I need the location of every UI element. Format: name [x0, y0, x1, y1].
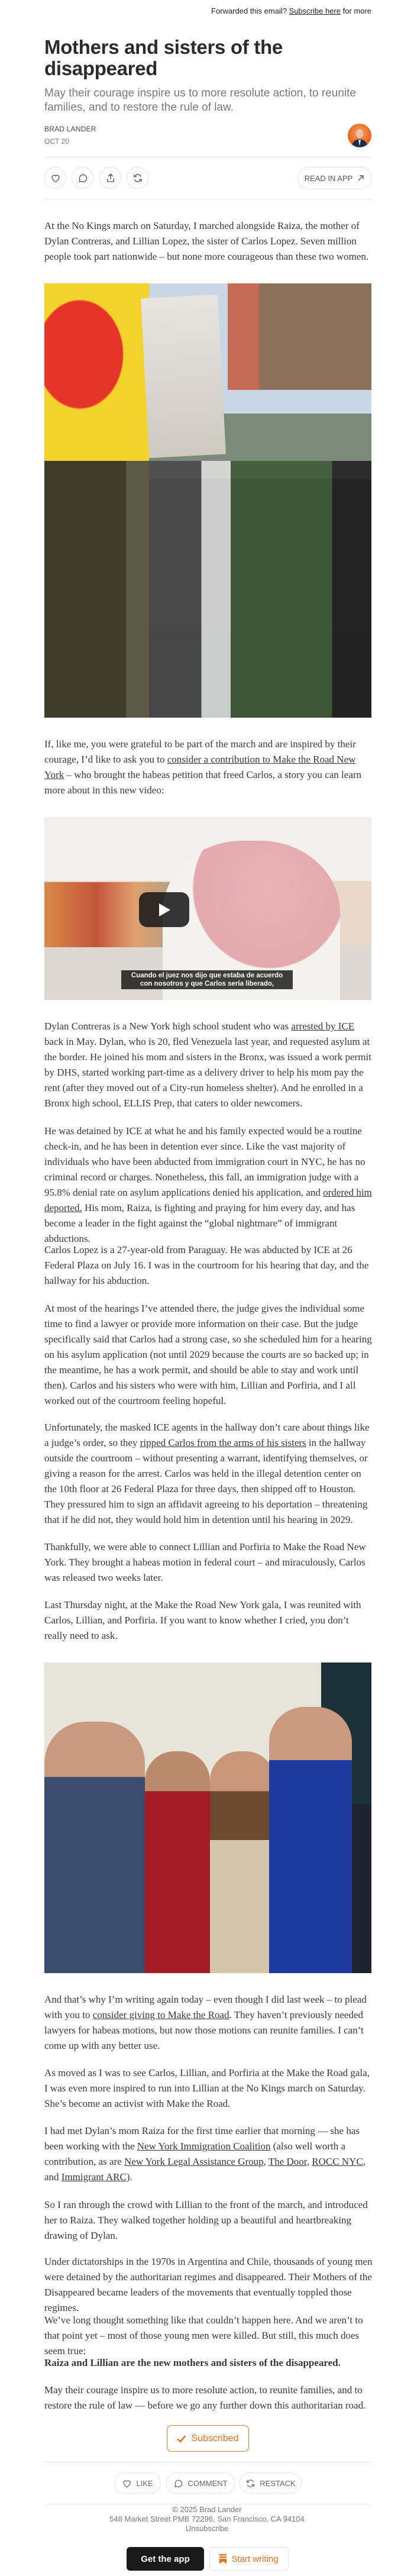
paragraph-text: (also well worth a contribution, as are: [44, 2141, 345, 2167]
start-writing-label: Start writing: [231, 2554, 279, 2564]
paragraph-text: I had met Dylan’s mom Raiza for the first time earlier that morning — she has been working with the: [44, 2125, 360, 2152]
article-link[interactable]: The Door: [268, 2156, 307, 2167]
video-caption-line-2: con nosotros y que Carlos sería liberado,: [140, 980, 274, 987]
paragraph-text: At most of the hearings I’ve attended there, the judge gives the individual some time to find a lawyer or provide more information on their case. But the judge specifically said that Carlos had a strong case, so she scheduled him for a hearing on his asylum application (not until 2029 because the courts are so backed up; in the meantime, he has a work permit, and should be able to stay and work until then). Carlos and his sisters who were with him, Lillian and Porfiria, and I all worked out of the courtroom feeling hopeful.: [44, 1303, 372, 1406]
article-paragraph: [44, 737, 373, 798]
article-link[interactable]: New York Immigration Coalition: [137, 2141, 271, 2152]
paragraph-text: in the hallway outside the courtroom – without presenting a warrant, identifying themselves, or giving a reason for the arrest. Carlos was held in the illegal detention center on the 10th floor at 26 Federal Plaza for three days, then shipped off to Houston. They pressured him to sign an affidavit agreeing to his deportation – threatening that if he did not, they would hold him in detention until his hearing in 2029.: [44, 1437, 368, 1525]
address-text: 548 Market Street PMB 72296, San Francisco, CA 94104: [109, 2514, 305, 2523]
forwarded-notice: [211, 7, 371, 15]
paragraph-text: Unfortunately, the masked ICE agents in the hallway don’t care about things like a judge’s order, so they: [44, 1422, 370, 1448]
article-paragraph: [44, 1420, 373, 1528]
paragraph-text: ,: [263, 2156, 269, 2167]
start-writing-button[interactable]: [209, 2547, 289, 2571]
article-paragraph: [44, 2123, 373, 2185]
gala-reunion-photo[interactable]: [44, 1663, 371, 1973]
article-paragraph: [44, 2383, 373, 2413]
video-caption-line-1: Cuando el juez nos dijo que estaba de acuerdo: [131, 972, 283, 979]
footer-restack-button[interactable]: [240, 2472, 302, 2494]
post-title: Mothers and sisters of the disappeared: [44, 36, 283, 79]
paragraph-text: Under dictatorships in the 1970s in Argentina and Chile, thousands of young men were detained by the authoritarian regimes and disappeared. Their Mothers of the Disappeared became leaders of the movements that eventually toppled those regimes.: [44, 2256, 373, 2313]
author-avatar[interactable]: [348, 124, 371, 147]
subscribed-label: Subscribed: [191, 2433, 239, 2443]
photo-buildings: [228, 283, 371, 390]
article-paragraph: [44, 1124, 373, 1247]
comment-icon: [77, 173, 88, 183]
read-in-app-label: READ IN APP: [304, 173, 353, 183]
article-link[interactable]: ordered him deported.: [44, 1187, 372, 1213]
restack-button[interactable]: [127, 167, 148, 189]
paragraph-text: And that’s why I’m writing again today – even though I did last week – to plead with you to: [44, 1994, 367, 2020]
article-link[interactable]: ROCC NYC: [312, 2156, 363, 2167]
restack-icon: [245, 2478, 255, 2488]
checkmark-icon: [177, 2435, 186, 2443]
share-icon: [105, 173, 116, 183]
forwarded-suffix: for more: [340, 7, 371, 15]
comment-icon: [173, 2478, 183, 2488]
comment-label: COMMENT: [187, 2478, 228, 2488]
article-paragraph: [44, 2355, 373, 2371]
copyright-text: © 2025 Brad Lander: [172, 2505, 242, 2514]
forwarded-prefix: Forwarded this email?: [211, 7, 289, 15]
paragraph-text: – who brought the habeas petition that freed Carlos, a story you can learn more about in this new video:: [44, 769, 362, 796]
free-dylan-sign: [141, 295, 226, 458]
play-button[interactable]: [139, 892, 189, 927]
article-paragraph: [44, 2313, 373, 2359]
protest-march-photo[interactable]: [44, 283, 371, 718]
article-paragraph: [44, 2254, 373, 2316]
article-paragraph: [44, 2065, 373, 2112]
post-subtitle: May their courage inspire us to more resolute action, to reunite families, and to restore the rule of law.: [44, 87, 356, 114]
paragraph-text: We’ve long thought something like that couldn’t happen here. And we aren’t to that point yet – most of those young men were killed. But still, this much does seem true:: [44, 2314, 363, 2357]
photo-crowd: [44, 461, 371, 718]
paragraph-text: ).: [126, 2171, 132, 2183]
paragraph-text: Last Thursday night, at the Make the Road New York gala, I was reunited with Carlos, Lillian, and Porfiria. If you want to know whether I cried, you don’t really need to ask.: [44, 1599, 361, 1641]
paragraph-text: As moved as I was to see Carlos, Lillian, and Porfiria at the Make the Road gala, I was even more inspired to run into Lillian at the No Kings march on Saturday. She’s become an activist with Make the Road.: [44, 2067, 370, 2109]
article-paragraph: [44, 1539, 373, 1586]
article-paragraph: [44, 218, 373, 264]
video-caption: [121, 970, 293, 989]
footer-comment-button[interactable]: [166, 2472, 235, 2494]
paragraph-text: Raiza and Lillian are the new mothers and sisters of the disappeared.: [44, 2357, 341, 2368]
paragraph-text: Thankfully, we were able to connect Lillian and Porfiria to Make the Road New York. They brought a habeas motion in federal court – and miraculously, Carlos was released two weeks later.: [44, 1541, 366, 1583]
article-link[interactable]: arrested by ICE: [291, 1021, 355, 1032]
heart-icon: [122, 2478, 132, 2488]
paragraph-text: So I ran through the crowd with Lillian to the front of the march, and introduced her to Raiza. They walked together holding up a beautiful and heartbreaking drawing of Dylan.: [44, 2199, 368, 2241]
like-button[interactable]: [44, 167, 66, 189]
restack-icon: [132, 173, 143, 183]
arrow-up-right-icon: [357, 175, 364, 182]
read-in-app-button[interactable]: [297, 167, 371, 189]
article-paragraph: [44, 2197, 373, 2243]
post-date: OCT 20: [44, 137, 69, 146]
like-label: LIKE: [136, 2478, 153, 2488]
article-link[interactable]: consider giving to Make the Road: [92, 2009, 229, 2020]
photo-person: [269, 1707, 352, 1973]
unsubscribe-link[interactable]: Unsubscribe: [185, 2524, 229, 2533]
play-icon: [157, 902, 172, 918]
share-button[interactable]: [99, 167, 121, 189]
photo-person: [44, 1722, 145, 1973]
article-link[interactable]: Immigrant ARC: [61, 2171, 127, 2183]
paragraph-text: If, like me, you were grateful to be part of the march and are inspired by their courage, I’d like to ask you to: [44, 738, 356, 765]
subscribe-link[interactable]: Subscribe here: [289, 7, 341, 15]
heart-icon: [50, 173, 61, 183]
get-the-app-button[interactable]: Get the app: [127, 2547, 204, 2571]
article-paragraph: [44, 1301, 373, 1409]
paragraph-text: Dylan Contreras is a New York high school student who was: [44, 1021, 292, 1032]
paragraph-text: May their courage inspire us to more resolute action, to reunite families, and to restore the rule of law — before we go any further down this authoritarian road.: [44, 2384, 366, 2411]
paragraph-text: Carlos Lopez is a 27-year-old from Paraguay. He was abducted by ICE at 26 Federal Plaza on July 16. I was in the courtroom for his hearing that day, and the hallway for his abduction.: [44, 1244, 369, 1286]
paragraph-text: ,: [306, 2156, 312, 2167]
article-link[interactable]: New York Legal Assistance Group: [124, 2156, 264, 2167]
article-paragraph: [44, 1597, 373, 1644]
footer-like-button[interactable]: [114, 2472, 161, 2494]
photo-person: [145, 1751, 210, 1973]
paragraph-text: back in May. Dylan, who is 20, fled Venezuela last year, and requested asylum at the border. He joined his mom and sisters in the Bronx, was issued a work permit by DHS, started working part-time as a delivery driver to help his mom pay the rent (after they moved out of a City-run homeless shelter). And he enrolled in a Bronx high school, ELLIS Prep, that caters to older newcomers.: [44, 1036, 371, 1109]
subscribed-button[interactable]: [167, 2425, 249, 2452]
article-paragraph: [44, 1019, 373, 1111]
paragraph-text: His mom, Raiza, is fighting and praying for him every day, and has become a leader in the fight against the “global nightmare” of immigrant abductions.: [44, 1202, 355, 1244]
paragraph-text: At the No Kings march on Saturday, I marched alongside Raiza, the mother of Dylan Contreras, and Lillian Lopez, the sister of Carlos Lopez. Seven million people took part nationwide – but none more courageous than these two women.: [44, 220, 369, 262]
restack-label: RESTACK: [260, 2478, 296, 2488]
paragraph-text: , and: [44, 2156, 366, 2183]
paragraph-text: . They haven’t previously needed lawyers for habeas motions, but now those motions can reunite families. I can’t come up with any better use.: [44, 2009, 364, 2051]
paragraph-text: He was detained by ICE at what he and his family expected would be a routine check-in, and he has been in detention ever since. Like the vast majority of individuals who have been abducted from immigration court in NYC, he has no criminal record or charges. Nonetheless, this fall, an immigration judge with a 95.8% denial rate on asylum applications denied his application, and: [44, 1125, 366, 1198]
comment-button[interactable]: [72, 167, 93, 189]
author-name[interactable]: BRAD LANDER: [44, 125, 96, 133]
bookmark-icon: [219, 2554, 227, 2564]
photo-person: [210, 1751, 275, 1973]
article-paragraph: [44, 1992, 373, 2054]
article-paragraph: [44, 1242, 373, 1289]
article-link[interactable]: consider a contribution to Make the Road New York: [44, 754, 356, 780]
article-link[interactable]: ripped Carlos from the arms of his sisters: [140, 1437, 306, 1448]
